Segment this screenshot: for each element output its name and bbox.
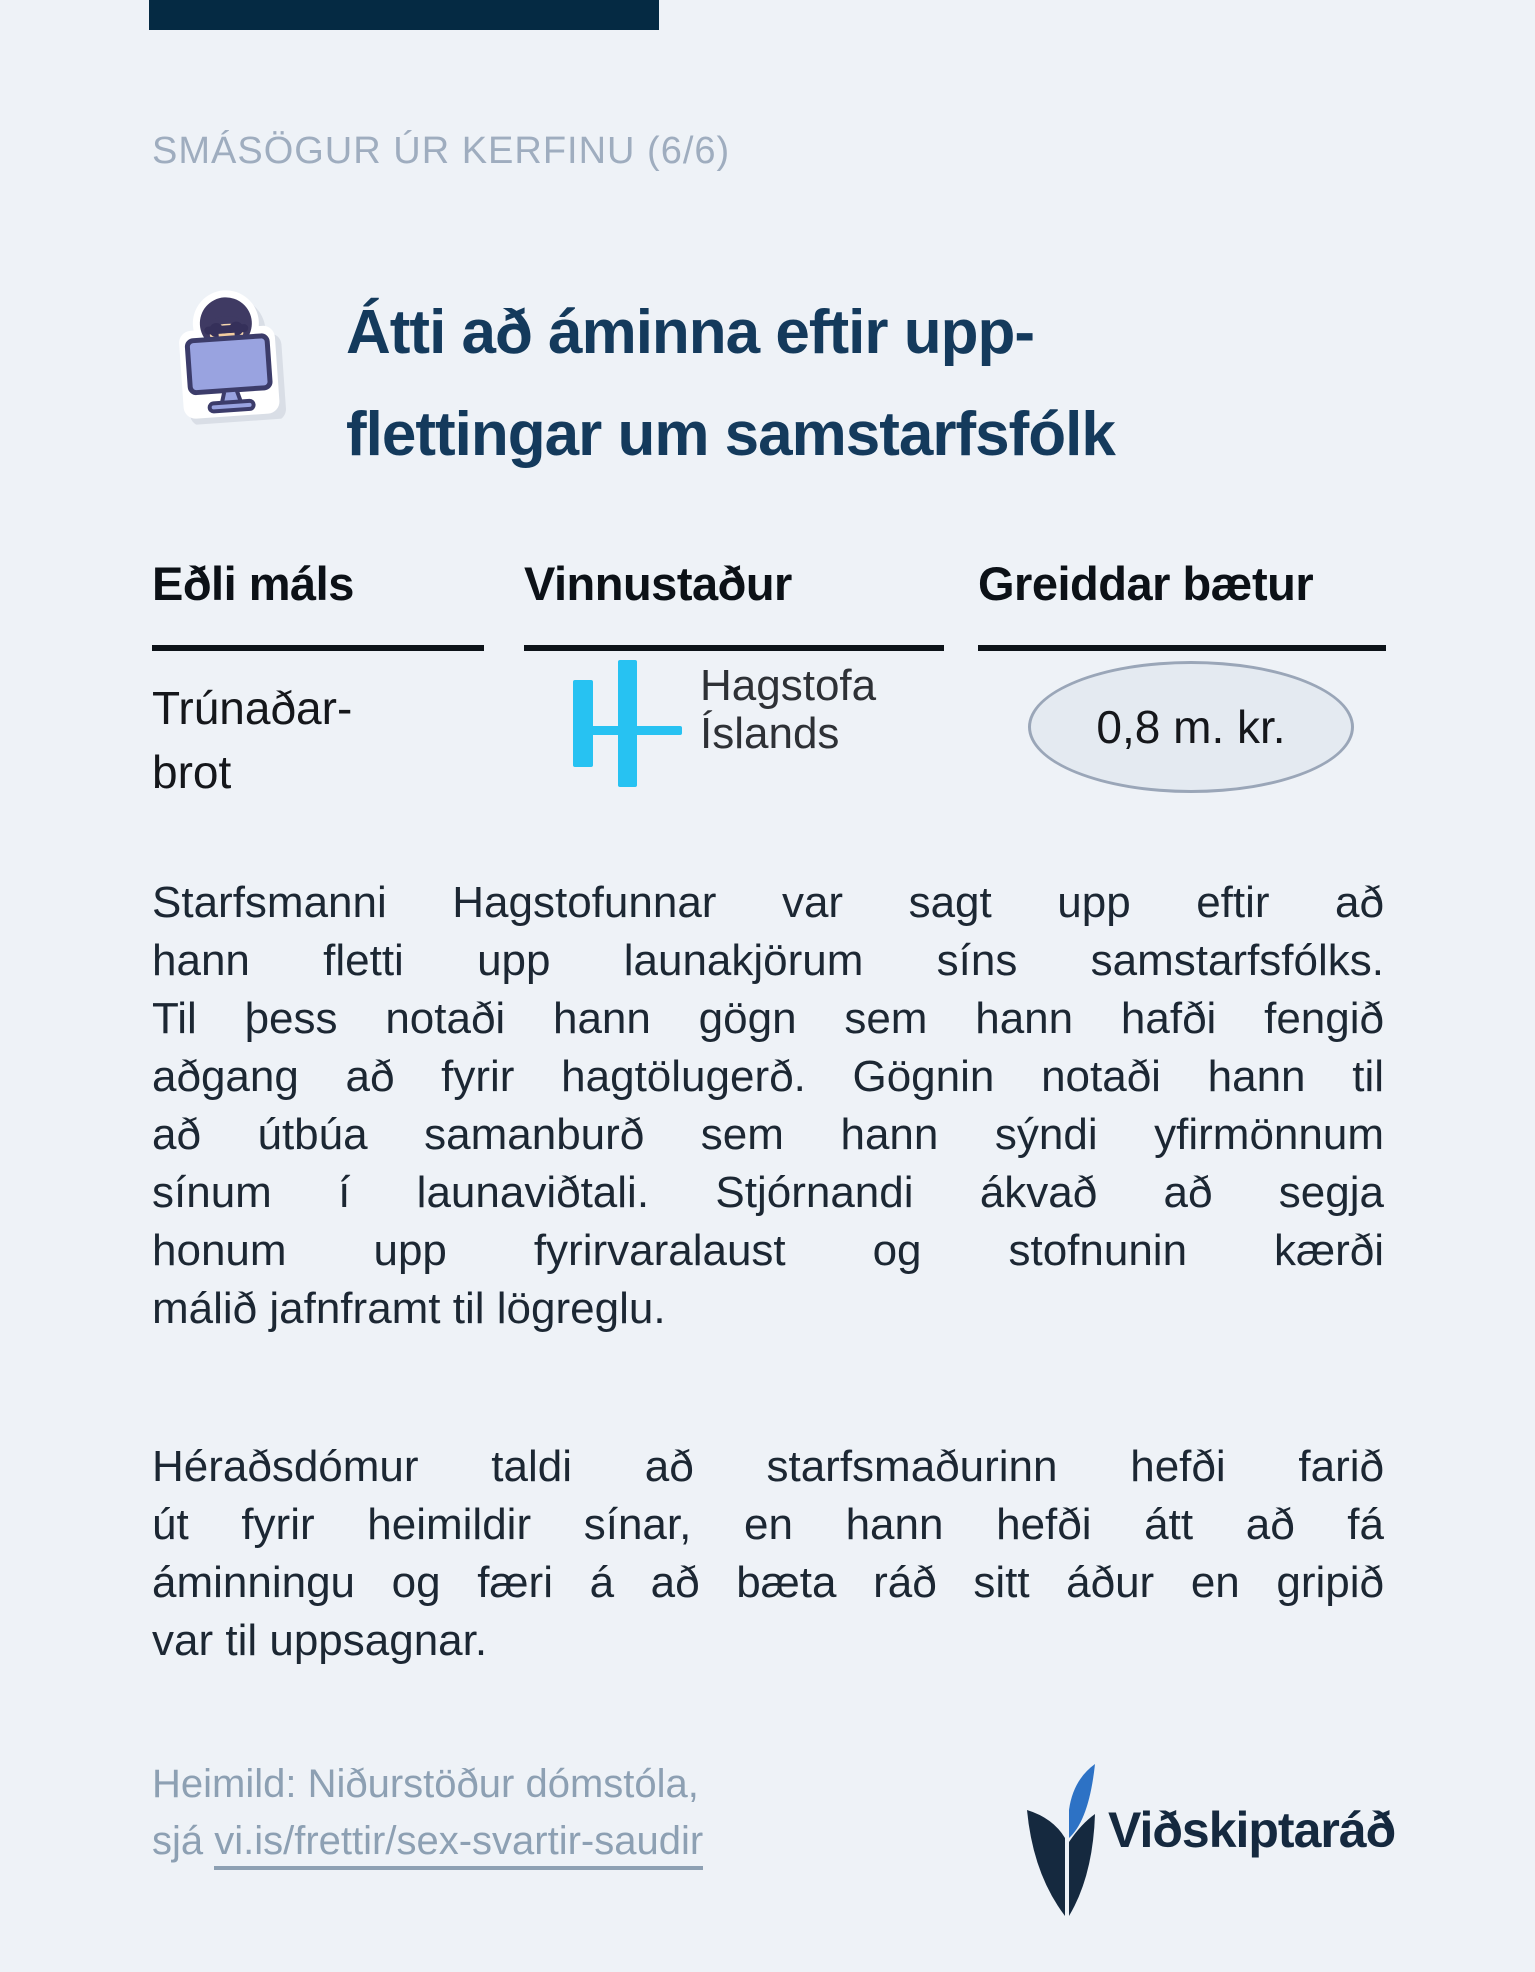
column-header-vinnustadur: Vinnustaður (524, 556, 944, 651)
series-kicker: SMÁSÖGUR ÚR KERFINU (6/6) (152, 130, 731, 172)
top-accent-bar (149, 0, 659, 30)
page-title (346, 282, 1346, 486)
workplace-name: Hagstofa Íslands (700, 661, 877, 758)
hacker-icon (171, 282, 292, 425)
vidskiptarad-logo-icon (1025, 1762, 1097, 1918)
page-title-line2: flettingar um samstarfsfólk (346, 400, 1115, 469)
source-prefix: sjá (152, 1819, 215, 1863)
page-title-line1: Átti að áminna eftir upp- (346, 298, 1034, 367)
column-header-edli-mals: Eðli máls (152, 556, 484, 651)
source-link[interactable]: vi.is/frettir/sex-svartir-saudir (214, 1819, 703, 1870)
source-line2 (152, 1813, 703, 1870)
column-header-greiddar-baetur: Greiddar bætur (978, 556, 1386, 651)
body-paragraph-2: Héraðsdómur taldi að starfsmaðurinn hefði farið út fyrir heimildir sínar, en hann hefði átt að fá áminningu og færi á að bæta ráð sitt áður en gripið var til uppsagnar. (152, 1442, 1384, 1665)
source-line1: Heimild: Niðurstöður dómstóla, (152, 1762, 699, 1806)
compensation-badge (1028, 661, 1354, 793)
compensation-value: 0,8 m. kr. (1096, 701, 1286, 753)
hagstofa-islands-logo-icon (570, 655, 685, 790)
source-note (152, 1756, 703, 1870)
vidskiptarad-wordmark: Viðskiptaráð (1108, 1802, 1396, 1858)
case-nature-value: Trúnaðar- brot (152, 682, 353, 798)
body-paragraph-1: Starfsmanni Hagstofunnar var sagt upp eftir að hann fletti upp launakjörum síns samstarfsfólks. Til þess notaði hann gögn sem hann hafði fengið aðgang að fyrir hagtölugerð. Gögnin notaði hann til að útbúa samanburð sem hann sýndi yfirmönnum sínum í launaviðtali. Stjórnandi ákvað að segja honum upp fyrirvaralaust og stofnunin kærði málið jafnframt til lögreglu. (152, 878, 1384, 1333)
